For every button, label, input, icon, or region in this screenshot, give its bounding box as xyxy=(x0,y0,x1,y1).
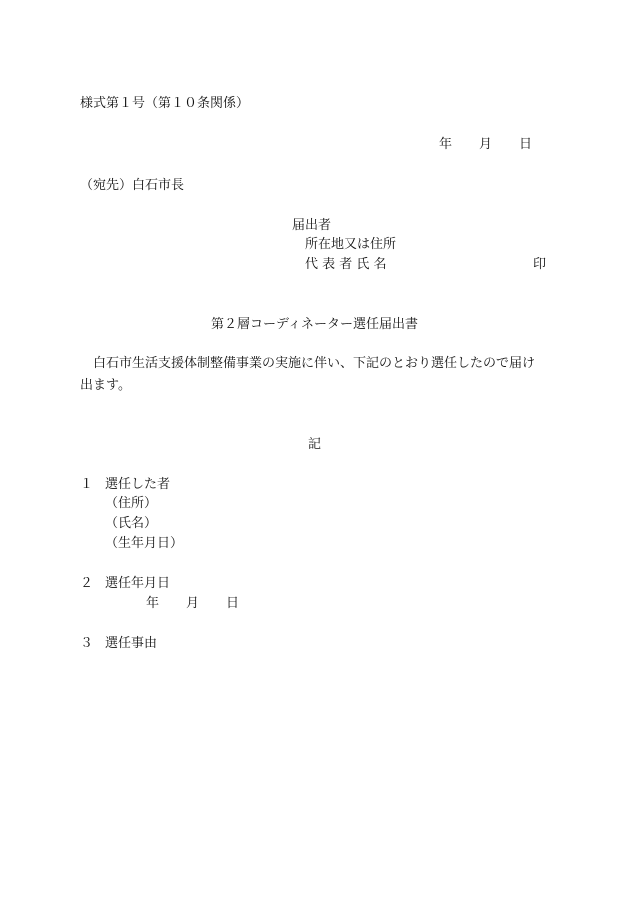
item-2-number: ２ xyxy=(80,576,94,591)
notifier-address-label: 所在地又は住所 xyxy=(305,237,397,252)
seal-mark: 印 xyxy=(533,257,547,272)
item-2-date xyxy=(146,597,239,610)
date-year: 年 xyxy=(439,137,453,152)
body-line-1: 白石市生活支援体制整備事業の実施に伴い、下記のとおり選任したので届け xyxy=(93,356,536,371)
item-1-address: （住所） xyxy=(105,496,158,511)
date-line xyxy=(439,138,532,151)
ki-heading: 記 xyxy=(308,437,322,452)
item-1-name: （氏名） xyxy=(105,516,158,531)
item-2-label: 選任年月日 xyxy=(105,576,171,591)
date-day: 日 xyxy=(519,137,533,152)
addressee: （宛先）白石市長 xyxy=(80,178,185,193)
item-3-number: ３ xyxy=(80,636,94,651)
item-2-month: 月 xyxy=(186,596,200,611)
notifier-representative-label: 代 表 者 氏 名 xyxy=(305,257,387,272)
item-2-year: 年 xyxy=(146,596,160,611)
document-title: 第２層コーディネーター選任届出書 xyxy=(211,317,418,332)
form-number: 様式第１号（第１０条関係） xyxy=(80,96,250,111)
item-1-label: 選任した者 xyxy=(105,477,171,492)
notifier-label: 届出者 xyxy=(292,218,332,233)
body-line-2: 出ます。 xyxy=(80,378,131,393)
date-month: 月 xyxy=(479,137,493,152)
item-2-day: 日 xyxy=(226,596,240,611)
item-1-number: １ xyxy=(80,477,94,492)
item-1-birthdate: （生年月日） xyxy=(105,536,184,551)
item-3-label: 選任事由 xyxy=(105,636,158,651)
